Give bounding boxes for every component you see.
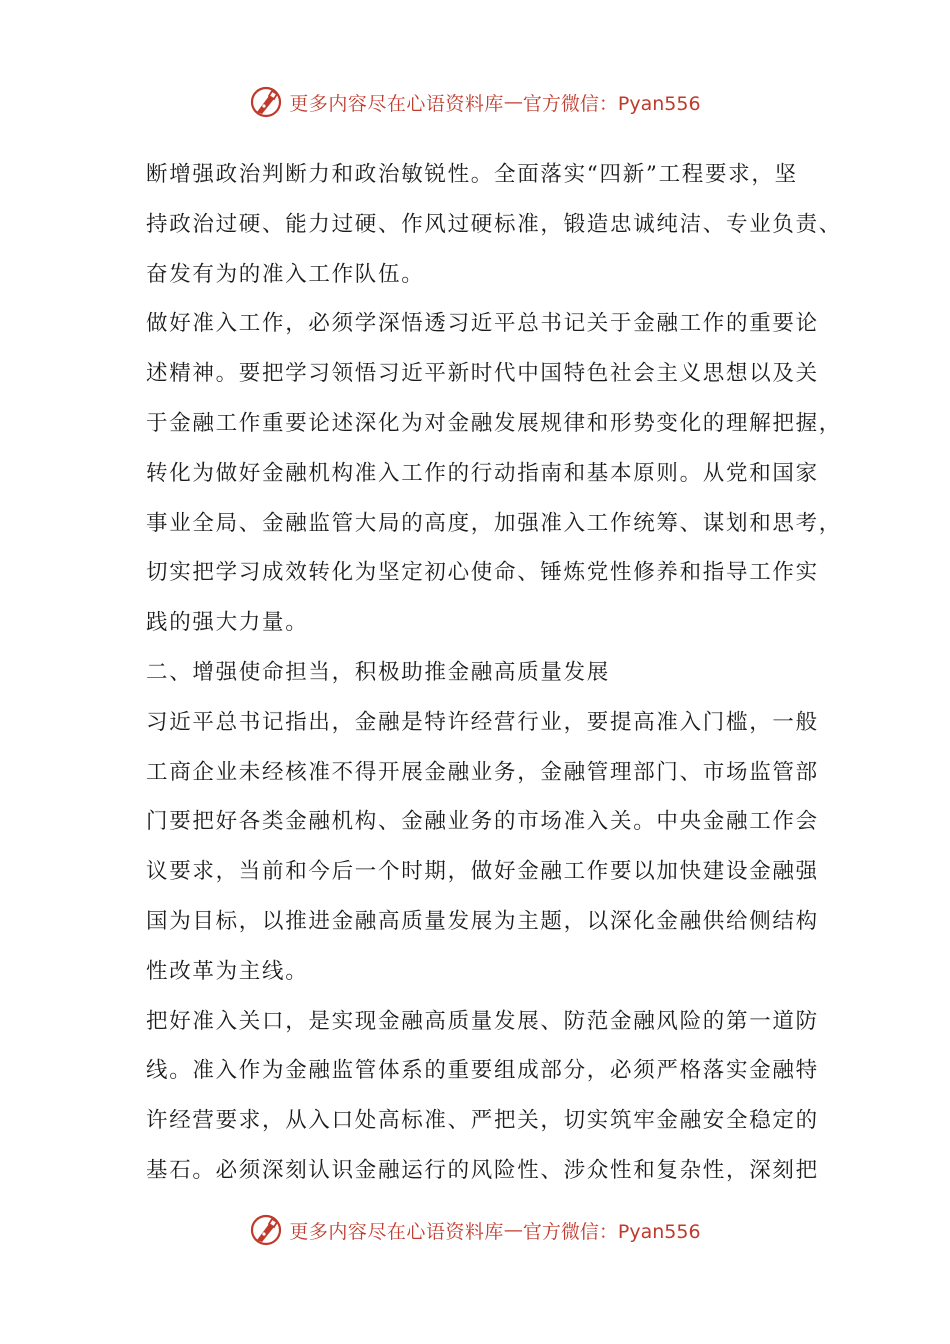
banner-title: 更多内容尽在心语资料库 (289, 1220, 504, 1243)
banner-contact: 官方微信：Pyan556 (522, 1220, 701, 1243)
body-line: 述精神。要把学习领悟习近平新时代中国特色社会主义思想以及关 (146, 361, 819, 387)
pen-nib-logo-icon (249, 1213, 283, 1247)
section-heading: 二、增强使命担当，积极助推金融高质量发展 (146, 659, 611, 685)
body-line: 议要求，当前和今后一个时期，做好金融工作要以加快建设金融强 (146, 859, 819, 885)
banner-separator: — (503, 91, 523, 113)
document-body (146, 150, 843, 1196)
body-line: 切实把学习成效转化为坚定初心使命、锤炼党性修养和指导工作实 (146, 560, 819, 586)
body-line: 线。准入作为金融监管体系的重要组成部分，必须严格落实金融特 (146, 1058, 819, 1084)
body-line: 持政治过硬、能力过硬、作风过硬标准，锻造忠诚纯洁、专业负责、 (146, 211, 843, 237)
body-line: 奋发有为的准入工作队伍。 (146, 261, 425, 287)
banner-title: 更多内容尽在心语资料库 (289, 92, 504, 115)
body-line: 断增强政治判断力和政治敏锐性。全面落实“四新”工程要求，坚 (146, 162, 798, 187)
body-line: 做好准入工作，必须学深悟透习近平总书记关于金融工作的重要论 (146, 311, 819, 337)
banner-contact: 官方微信：Pyan556 (522, 92, 701, 115)
body-line: 工商企业未经核准不得开展金融业务，金融管理部门、市场监管部 (146, 759, 819, 785)
body-line: 转化为做好金融机构准入工作的行动指南和基本原则。从党和国家 (146, 460, 819, 486)
body-line: 门要把好各类金融机构、金融业务的市场准入关。中央金融工作会 (146, 809, 819, 835)
body-line: 性改革为主线。 (146, 958, 309, 984)
body-line: 践的强大力量。 (146, 610, 309, 636)
body-line: 事业全局、金融监管大局的高度，加强准入工作统筹、谋划和思考， (146, 510, 843, 536)
body-line: 把好准入关口，是实现金融高质量发展、防范金融风险的第一道防 (146, 1008, 819, 1034)
body-line: 基石。必须深刻认识金融运行的风险性、涉众性和复杂性，深刻把 (146, 1157, 819, 1183)
body-line: 国为目标，以推进金融高质量发展为主题，以深化金融供给侧结构 (146, 908, 819, 934)
body-line: 许经营要求，从入口处高标准、严把关，切实筑牢金融安全稳定的 (146, 1108, 819, 1134)
footer-banner (0, 1210, 950, 1250)
banner-separator: — (503, 1219, 523, 1241)
pen-nib-logo-icon (249, 85, 283, 119)
header-banner (0, 82, 950, 122)
body-line: 习近平总书记指出，金融是特许经营行业，要提高准入门槛，一般 (146, 709, 819, 735)
body-line: 于金融工作重要论述深化为对金融发展规律和形势变化的理解把握， (146, 410, 843, 436)
